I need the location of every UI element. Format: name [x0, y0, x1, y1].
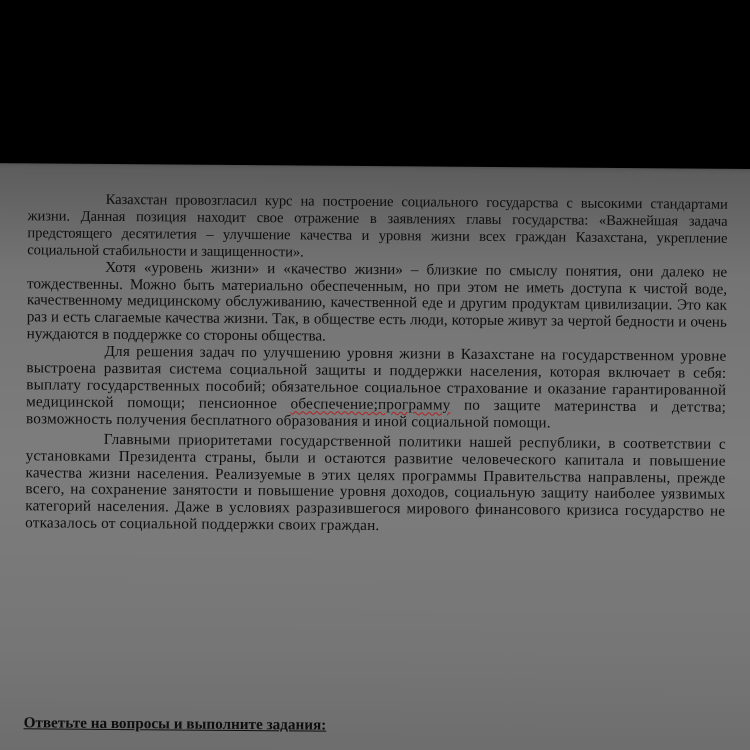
paragraph-1: Казахстан провозгласил курс на построение социального государства с высокими стандартами жизни. Данная позиция находит свое отражение в заявлениях главы государства: «Важнейшая задача предстоящего десятилетия – улучшение качества и уровня жизни всех граждан Казахстана, укрепление социальной стабильности и защищенности».: [27, 191, 728, 261]
document-page: [0, 163, 750, 750]
paragraph-3: [26, 343, 727, 433]
paragraph-4: Главными приоритетами государственной политики нашей республики, в соответствии с установками Президента страны, были и остаются развитие человеческого капитала и повышение качества жизни населения. Реализуемые в этих целях программы Правительства направлены, прежде всего, на сохранение занятости и повышение уровня доходов, социальную защиту наиболее уязвимых категорий населения. Даже в условиях разразившегося мирового финансового кризиса государство не отказалось от социальной поддержки своих граждан.: [25, 430, 726, 535]
paragraph-3-start: Для решения задач по улучшению уровня жизни в Казахстане на государственном уровне выстроена развитая система социальной защиты и поддержки населения, которая включает в себя: выплату государственных пособий; обязательное социальное страхование и оказание гарантированной медицинской помощи; пенсионное: [26, 343, 727, 413]
document-body: [25, 191, 728, 538]
paragraph-3-end: по защите материнства и детства; возможность получения бесплатного образования и иной социальной помощи.: [25, 396, 727, 432]
paragraph-2: Хотя «уровень жизни» и «качество жизни» – близкие по смыслу понятия, они далеко не тождественны. Можно быть материально обеспеченным, но при этом не иметь доступа к чистой воде, качественному медицинскому обслуживанию, качественной еде и другим продуктам цивилизации. Это как раз и есть слагаемые качества жизни. Так, в обществе есть люди, которые живут за чертой бедности и очень нуждаются в поддержке со стороны общества.: [26, 258, 728, 345]
tasks-heading: Ответьте на вопросы и выполните задания:: [23, 714, 327, 734]
spellcheck-underlined-text: обеспечение;программу: [290, 395, 451, 414]
